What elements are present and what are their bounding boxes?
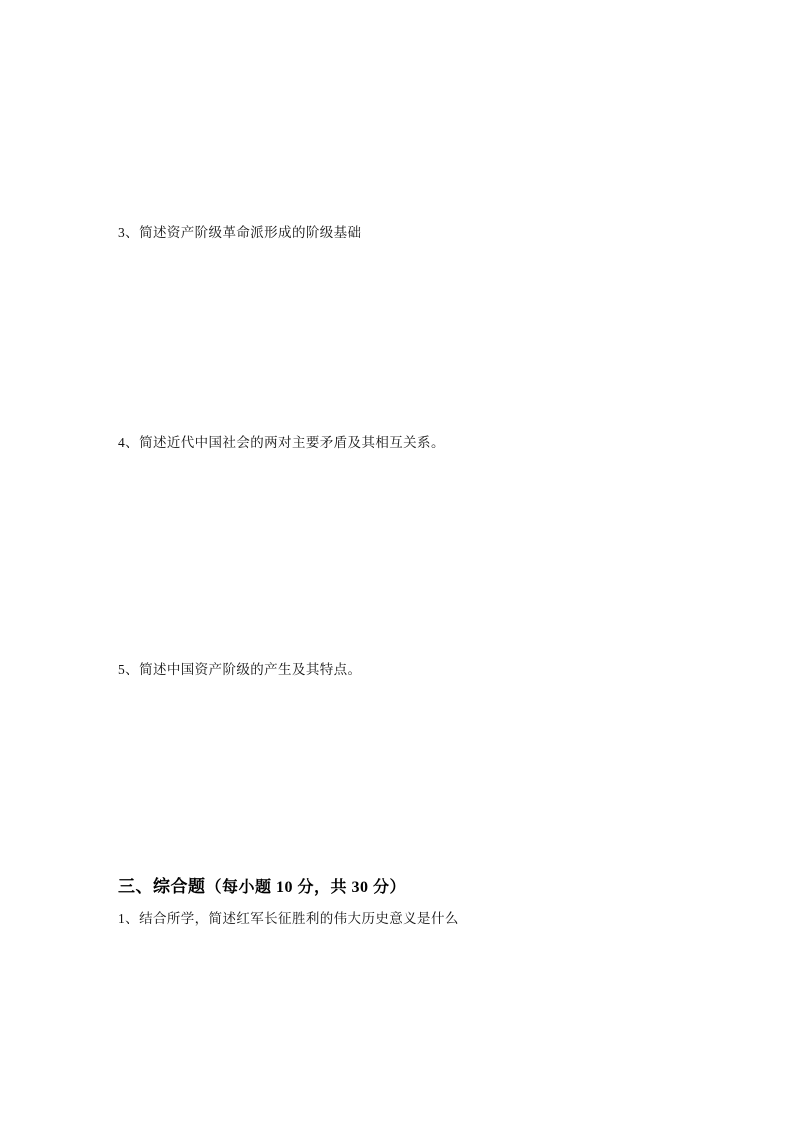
question-item-4 (118, 432, 445, 454)
question-number: 1、 (118, 911, 140, 926)
question-item-5 (118, 659, 361, 681)
answer-space-comprehensive-1 (118, 936, 678, 1096)
question-text: 简述资产阶级革命派形成的阶级基础 (139, 225, 362, 240)
answer-space-4 (118, 460, 678, 645)
section-heading-main: 三、综合题 (118, 877, 206, 896)
comprehensive-question-item-1 (118, 908, 459, 930)
question-item-3 (118, 222, 361, 244)
section-heading-detail: （每小题 10 分，共 30 分） (205, 879, 407, 896)
question-text: 结合所学，简述红军长征胜利的伟大历史意义是什么 (139, 911, 459, 926)
question-number: 3、 (118, 225, 140, 240)
answer-space-3 (118, 250, 678, 420)
question-number: 5、 (118, 662, 140, 677)
answer-space-5 (118, 687, 678, 859)
question-text: 简述中国资产阶级的产生及其特点。 (139, 662, 362, 677)
question-text: 简述近代中国社会的两对主要矛盾及其相互关系。 (139, 435, 445, 450)
section-heading-comprehensive (118, 872, 406, 897)
question-number: 4、 (118, 435, 140, 450)
